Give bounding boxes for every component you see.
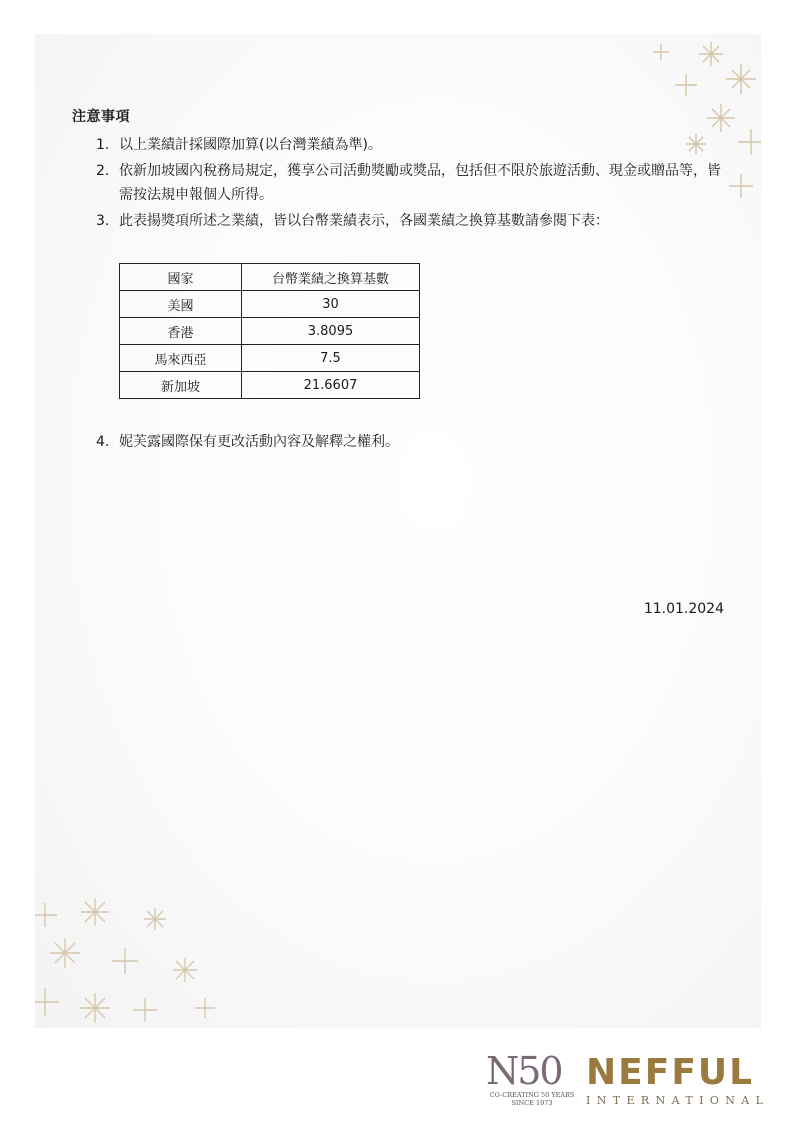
n50-tagline: CO-CREATING 50 YEARS SINCE 1973 <box>489 1091 575 1107</box>
table-cell-country: 新加坡 <box>120 372 242 399</box>
note-item-1 <box>72 133 732 157</box>
nefful-logo <box>486 1049 770 1114</box>
conversion-rate-table <box>119 263 420 399</box>
note-item-2 <box>72 159 732 207</box>
table-header-cell: 台幣業績之換算基數 <box>242 264 420 291</box>
brand-subtitle: INTERNATIONAL <box>586 1094 770 1107</box>
document-date: 11.01.2024 <box>643 601 724 617</box>
table-cell-country: 美國 <box>120 291 242 318</box>
note-item-4 <box>72 430 732 454</box>
table-cell-rate: 7.5 <box>242 345 420 372</box>
sparkle-decoration-bottom-left <box>35 898 235 1028</box>
notes-title: 注意事項 <box>72 109 130 125</box>
notes-list <box>72 133 732 233</box>
note-text: 妮芙露國際保有更改活動內容及解釋之權利。 <box>119 434 399 450</box>
note-text: 以上業績計採國際加算(以台灣業績為準)。 <box>119 137 382 153</box>
table-header-cell: 國家 <box>120 264 242 291</box>
note-item-3 <box>72 209 732 233</box>
note-number: 4. <box>96 434 110 450</box>
table-row <box>120 345 420 372</box>
table-row <box>120 291 420 318</box>
note-text: 此表揚獎項所述之業績，皆以台幣業績表示，各國業績之換算基數請參閱下表： <box>119 213 609 229</box>
brand-name: NEFFUL <box>586 1052 755 1093</box>
table-cell-country: 馬來西亞 <box>120 345 242 372</box>
table-cell-country: 香港 <box>120 318 242 345</box>
note-number: 1. <box>96 137 110 153</box>
note-number: 2. <box>96 163 110 179</box>
note-number: 3. <box>96 213 110 229</box>
table-cell-rate: 21.6607 <box>242 372 420 399</box>
note-text: 依新加坡國內稅務局規定，獲享公司活動獎勵或獎品，包括但不限於旅遊活動、現金或贈品等，皆需按法規申報個人所得。 <box>119 163 721 203</box>
table-cell-rate: 3.8095 <box>242 318 420 345</box>
n50-anniversary-logo: N50 <box>486 1049 562 1093</box>
table-row <box>120 372 420 399</box>
table-header-row <box>120 264 420 291</box>
table-row <box>120 318 420 345</box>
table-cell-rate: 30 <box>242 291 420 318</box>
